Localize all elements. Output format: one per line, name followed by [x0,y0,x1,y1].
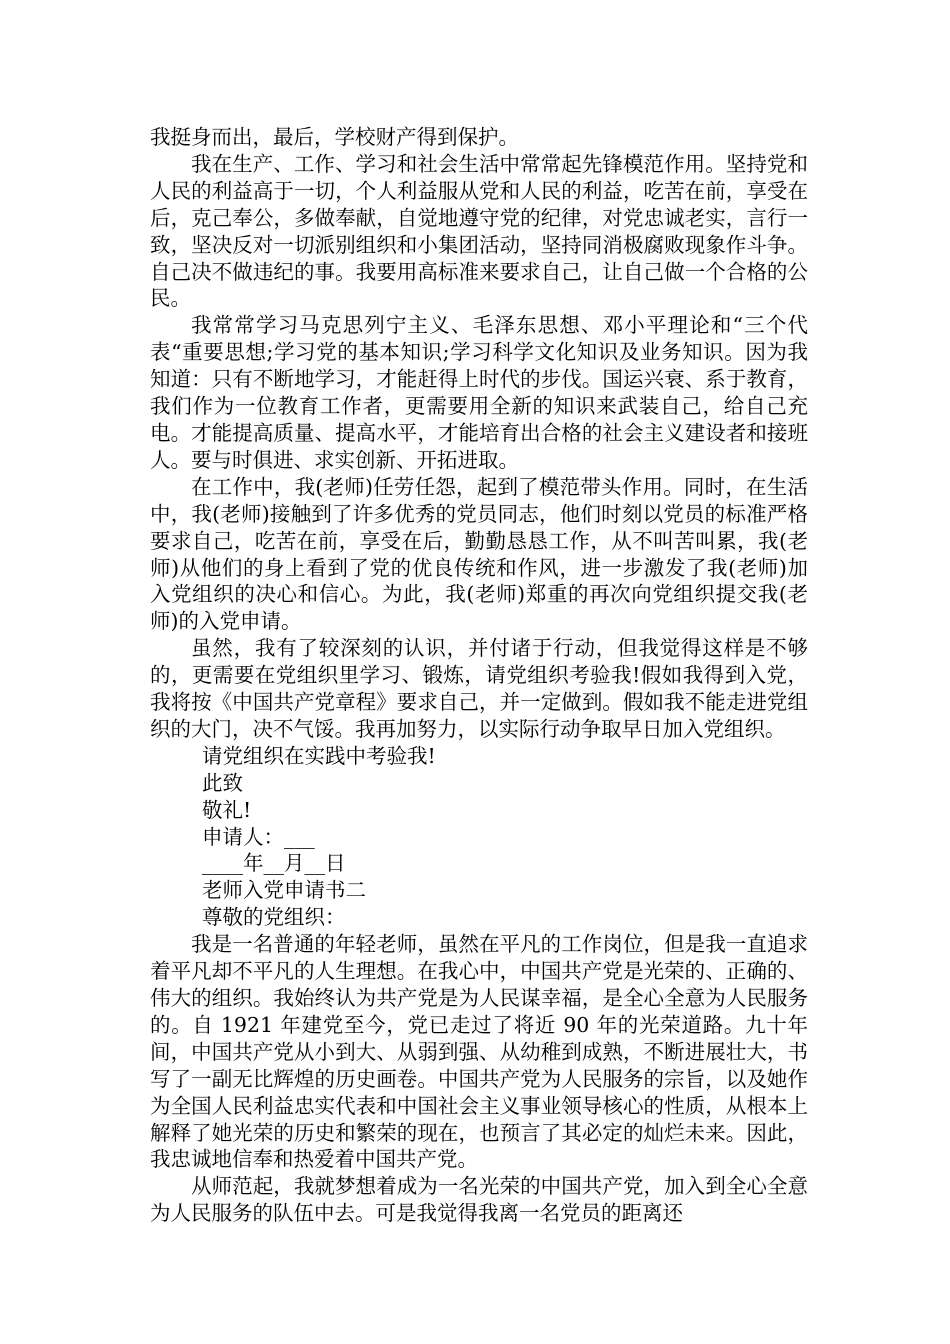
regards-line: 敬礼! [202,797,252,822]
paragraph-aspiration: 从师范起，我就梦想着成为一名光荣的中国共产党，加入到全心全意为人民服务的队伍中去。可是我觉得我离一名党员的距离还 [150,1174,808,1226]
paragraph-vanguard-role: 我在生产、工作、学习和社会生活中常常起先锋模范作用。坚持党和人民的利益高于一切，个人利益服从党和人民的利益，吃苦在前，享受在后，克己奉公，多做奉献，自觉地遵守党的纪律，对党忠诚老实，言行一致，坚决反对一切派别组织和小集团活动，坚持同消极腐败现象作斗争。自己决不做违纪的事。我要用高标准来要求自己，让自己做一个合格的公民。 [150,151,808,311]
greeting-line: 尊敬的党组织： [202,905,346,930]
section-title: 老师入党申请书二 [202,878,366,903]
paragraph-ideal: 我是一名普通的年轻老师，虽然在平凡的工作岗位，但是我一直追求着平凡却不平凡的人生理想。在我心中，中国共产党是光荣的、正确的、伟大的组织。我始终认为共产党是为人民谋幸福，是全心全意为人民服务的。自 1921 年建党至今，党已走过了将近 90 年的光荣道路。九十年间，中国共产党从小到大、从弱到强、从幼稚到成熟，不断进展壮大，书写了一副无比辉煌的历史画卷。中国共产党为人民服务的宗旨，以及她作为全国人民利益忠实代表和中国社会主义事业领导核心的性质，从根本上解释了她光荣的历史和繁荣的现在，也预言了其必定的灿烂未来。因此，我忠诚地信奉和热爱着中国共产党。 [150,932,808,1172]
paragraph-work: 在工作中，我(老师)任劳任怨，起到了模范带头作用。同时，在生活中，我(老师)接触到了许多优秀的党员同志，他们时刻以党员的标准严格要求自己，吃苦在前，享受在后，勤勤恳恳工作，从不叫苦叫累，我(老师)从他们的身上看到了党的优良传统和作风，进一步激发了我(老师)加入党组织的决心和信心。为此，我(老师)郑重的再次向党组织提交我(老师)的入党申请。 [150,474,808,634]
document-body [150,124,808,1227]
date-line: ____年__月__日 [202,851,346,876]
closing-request-line: 请党组织在实践中考验我! [202,743,436,768]
applicant-line: 申请人：___ [202,824,315,849]
salutation-line: 此致 [202,770,243,795]
paragraph-study: 我常常学习马克思列宁主义、毛泽东思想、邓小平理论和“三个代表“重要思想;学习党的基本知识;学习科学文化知识及业务知识。因为我知道：只有不断地学习，才能赶得上时代的步伐。国运兴衰、系于教育，我们作为一位教育工作者，更需要用全新的知识来武装自己，给自己充电。才能提高质量、提高水平，才能培育出合格的社会主义建设者和接班人。要与时俱进、求实创新、开拓进取。 [150,313,808,472]
paragraph-continuation: 我挺身而出，最后，学校财产得到保护。 [150,125,519,149]
paragraph-commitment: 虽然，我有了较深刻的认识，并付诸于行动，但我觉得这样是不够的，更需要在党组织里学习、锻炼，请党组织考验我!假如我得到入党，我将按《中国共产党章程》要求自己，并一定做到。假如我不能走进党组织的大门，决不气馁。我再加努力，以实际行动争取早日加入党组织。 [150,636,808,741]
